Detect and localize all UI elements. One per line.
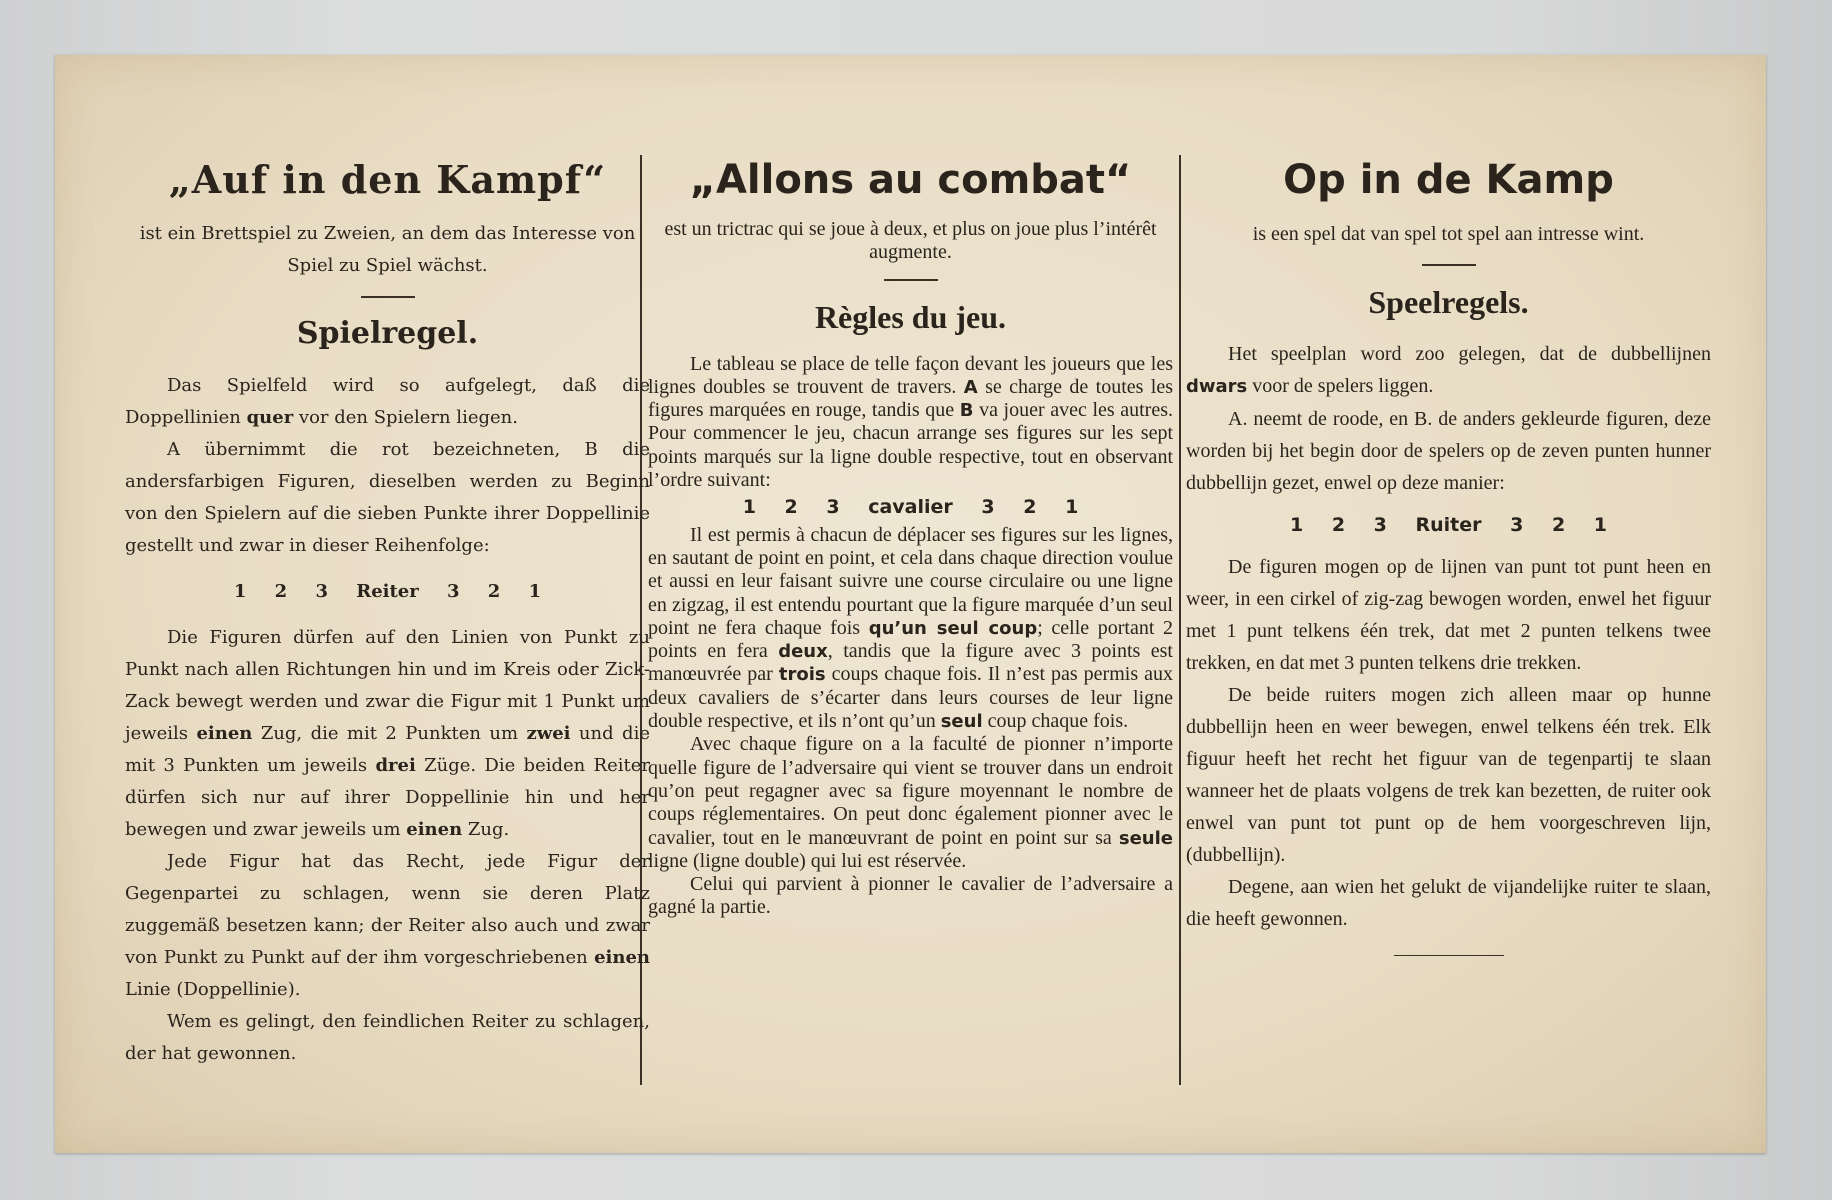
german-rules-heading: Spielregel. [296,316,479,351]
french-p3-text-a: Avec chaque figure on a la faculté de pionner n’importe quelle figure de l’adversaire qui vient se trouver dans un endroit qu’on peut regagner avec sa figure moyennant le nombre de coups réglementaires. On peut donc également pionner avec le cavalier, tout en le manœuvrant de point en point sur sa [648,733,1173,849]
dutch-end-rule [1394,955,1504,956]
dutch-column [1186,150,1711,956]
french-intro: est un trictrac qui se joue à deux, et plus on joue plus l’intérêt augmente. [664,218,1157,264]
german-paragraph-5: Wem es gelingt, den feindlichen Reiter zu schlagen, der hat gewonnen. [125,1011,650,1064]
german-title: „Auf in den Kampf“ [168,157,607,202]
french-piece-order: 1 2 3 cavalier 3 2 1 [742,496,1079,519]
french-p1-text-e: va jouer avec les autres. Pour commencer le jeu, chacun arrange ses figures sur les sept points marqués sur la ligne double respective, tout en observant l’ordre suivant: [648,399,1174,492]
german-intro: ist ein Brettspiel zu Zweien, an dem das Interesse von Spiel zu Spiel wächst. [139,223,636,276]
german-p3-text-i: Zug. [462,819,510,840]
french-paragraph-3 [648,733,1173,873]
german-p3-text-g: Züge. Die beiden Reiter dürfen sich nur auf ihrer Doppellinie hin und her bewegen und zwar jeweils um [125,755,651,840]
dutch-title: Op in de Kamp [1283,157,1614,203]
german-separator [361,296,415,298]
dutch-p1-text-c: voor de spelers liggen. [1247,375,1434,397]
french-p2-text-a: Il est permis à chacun de déplacer ses figures sur les lignes, en sautant de point en point, et cela dans chaque direction voulue et aussi en leur faisant suivre une course circulaire ou une ligne en zigzag, il est entendu pourtant que la figure marquée d’un seul point ne fera chaque fois [648,523,1173,639]
french-p2-text-i: coup chaque fois. [982,710,1129,733]
dutch-rules-heading: Speelregels. [1368,284,1529,320]
french-p2-text-c: ; celle portant 2 points en fera [648,616,1174,663]
french-p3-bold-b: seule [1118,827,1173,849]
german-piece-order: 1 2 3 Reiter 3 2 1 [233,581,542,602]
german-p4-bold-b: einen [594,947,650,968]
german-column [125,150,650,1070]
french-p2-bold-h: seul [940,711,983,733]
german-p1-bold: quer [246,407,294,428]
dutch-separator [1422,264,1476,266]
french-p2-bold-b: qu’un seul coup [868,617,1038,639]
dutch-p1-bold-b: dwars [1186,376,1248,397]
french-p3-text-c: ligne (ligne double) qui lui est réservée. [648,849,967,872]
french-column [648,150,1173,920]
german-p3-bold-f: drei [375,755,416,776]
dutch-paragraph-5: Degene, aan wien het gelukt de vijandelijke ruiter te slaan, die heeft gewonnen. [1186,876,1711,930]
german-p3-bold-d: zwei [526,723,571,744]
german-p1-text-end: vor den Spielern liegen. [293,407,518,428]
german-p4-text-a: Jede Figur hat das Recht, jede Figur der Gegenpartei zu schlagen, wenn sie deren Platz zuggemäß besetzen kann; der Reiter also auch und zwar von Punkt zu Punkt auf der ihm vorgeschriebenen [125,851,650,968]
french-p1-bold-d: B [959,400,974,422]
dutch-p1-text-a: Het speelplan word zoo gelegen, dat de dubbellijnen [1228,343,1711,365]
paper-sheet [55,55,1766,1153]
german-p4-text-c: Linie (Doppellinie). [125,979,301,1000]
french-title: „Allons au combat“ [689,157,1132,203]
german-p3-bold-b: einen [196,723,253,744]
french-paragraph-4: Celui qui parvient à pionner le cavalier de l’adversaire a gagné la partie. [648,873,1173,919]
german-paragraph-4 [125,846,650,1006]
dutch-intro: is een spel dat van spel tot spel aan intresse wint. [1252,223,1645,245]
french-p2-bold-d: deux [778,641,828,663]
french-p1-bold-b: A [963,376,978,398]
french-separator [884,279,938,281]
german-p3-text-c: Zug, die mit 2 Punkten um [252,723,527,744]
french-p2-bold-f: trois [778,664,826,686]
german-paragraph-1 [125,370,650,434]
column-divider-right [1179,155,1181,1085]
french-paragraph-2 [648,524,1173,734]
dutch-piece-order: 1 2 3 Ruiter 3 2 1 [1289,514,1608,536]
french-rules-heading: Règles du jeu. [814,298,1007,335]
german-p3-bold-h: einen [406,819,463,840]
french-p2-text-e: , tandis que la figure avec 3 points est manœuvrée par [648,640,1173,686]
french-paragraph-1 [648,353,1173,493]
french-p2-text-g: coups chaque fois. Il n’est pas permis aux deux cavaliers de s’écarter dans leurs courses de leur ligne double respective, et ils n’ont qu’un [648,663,1173,733]
german-p3-text-a: Die Figuren dürfen auf den Linien von Punkt zu Punkt nach allen Richtungen hin und im Kreis oder Zick-Zack bewegt werden und zwar die Figur mit 1 Punkt um jeweils [125,627,650,744]
dutch-paragraph-3: De figuren mogen op de lijnen van punt tot punt heen en weer, in een cirkel of zig-zag bewogen worden, enwel het figuur met 1 punt telkens één trek, dat met 2 punten telkens twee trekken, en dat met 3 punten telkens drie trekken. [1186,556,1711,674]
dutch-paragraph-2: A. neemt de roode, en B. de anders gekleurde figuren, deze worden bij het begin door de spelers op de zeven punten hunner dubbellijn gezet, enwel op deze manier: [1186,408,1711,494]
french-p1-text-c: se charge de toutes les figures marquées en rouge, tandis que [648,375,1173,422]
german-paragraph-3 [125,622,650,846]
dutch-paragraph-1 [1186,338,1711,403]
german-p1-text: Das Spielfeld wird so aufgelegt, daß die Doppellinien [125,375,650,428]
dutch-paragraph-4: De beide ruiters mogen zich alleen maar op hunne dubbellijn heen en weer bewegen, enwel telkens één trek. Elk figuur heeft het recht het figuur van de tegenpartij te slaan wanneer het de plaats volgens de trek kan bezetten, de ruiter ook enwel van punt tot punt op de hem voorgeschreven lijn, (dubbellijn). [1186,684,1711,866]
german-paragraph-2: A übernimmt die rot bezeichneten, B die andersfarbigen Figuren, dieselben werden zu Beginn von den Spielern auf die sieben Punkte ihrer Doppellinie gestellt und zwar in dieser Reihenfolge: [125,439,650,556]
french-p1-text-a: Le tableau se place de telle façon devant les joueurs que les lignes doubles se trouvent de travers. [648,352,1173,398]
german-p3-text-e: und die mit 3 Punkten um jeweils [125,723,650,776]
